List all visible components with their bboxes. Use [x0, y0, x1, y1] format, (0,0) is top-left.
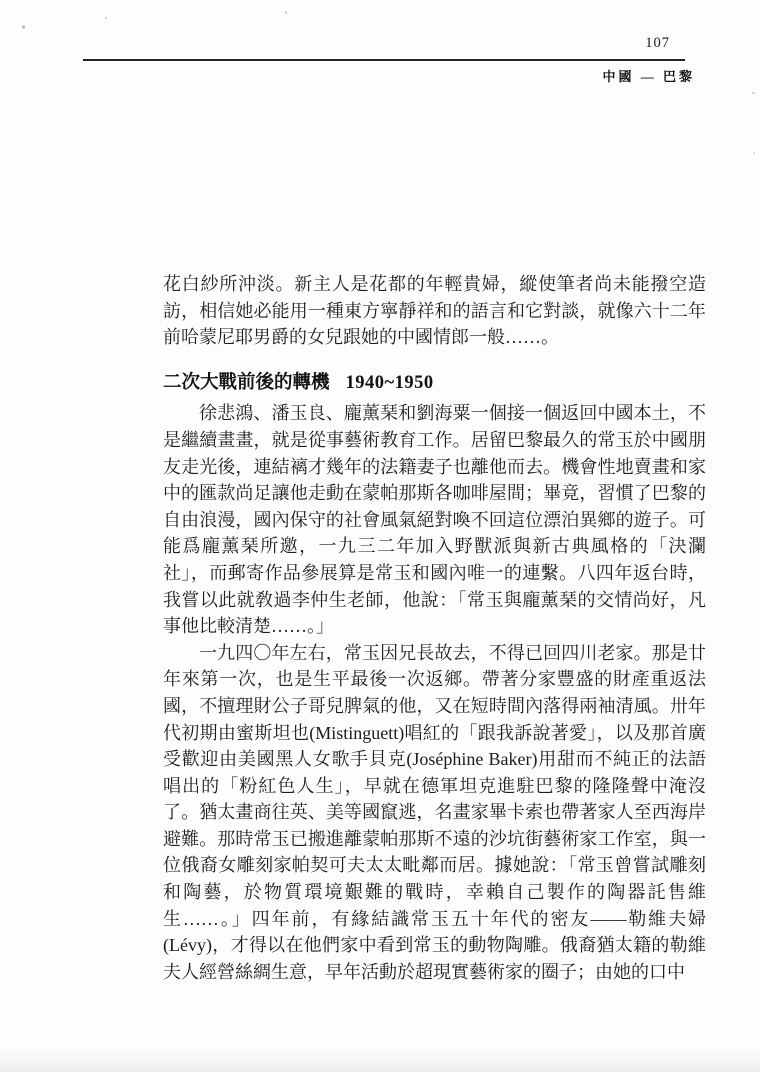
scan-speck [22, 25, 25, 29]
scan-speck [105, 17, 107, 19]
page-bottom-shadow [0, 1046, 760, 1072]
running-head: 中國 — 巴黎 [602, 69, 695, 84]
scan-speck [752, 92, 755, 94]
paragraph: 一九四〇年左右，常玉因兄長故去，不得已回四川老家。那是廿年來第一次，也是生平最後一次返鄉。帶著分家豐盛的財產重返法國，不擅理財公子哥兒脾氣的他，又在短時間內落得兩袖清風。卅年代初期由蜜斯坦也(Mistinguett)唱紅的「跟我訴說著愛」，以及那首廣受歡迎由美國黑人女歌手貝克(Joséphine Baker)用甜而不純正的法語唱出的「粉紅色人生」，早就在德軍坦克進駐巴黎的隆隆聲中淹沒了。猶太畫商往英、美等國竄逃，名畫家畢卡索也帶著家人至西海岸避難。那時常玉已搬進離蒙帕那斯不遠的沙坑街藝術家工作室，與一位俄裔女雕刻家帕契可夫太太毗鄰而居。據她說：「常玉曾嘗試雕刻和陶藝，於物質環境艱難的戰時，幸賴自己製作的陶器託售維生……。」四年前，有緣結識常玉五十年代的密友——勒維夫婦(Lévy)，才得以在他們家中看到常玉的動物陶雕。俄裔猶太籍的勒維夫人經營絲綢生意，早年活動於超現實藝術家的圈子；由她的口中 [163, 642, 706, 982]
section-heading [163, 370, 706, 397]
section-heading-title: 二次大戰前後的轉機 [163, 372, 330, 393]
text-block [163, 271, 706, 985]
header-rule [83, 59, 685, 61]
scan-speck [753, 152, 755, 154]
section-heading-years: 1940~1950 [345, 372, 434, 393]
scan-speck [285, 11, 287, 14]
paragraph-continuation: 花白紗所沖淡。新主人是花都的年輕貴婦，縱使筆者尚未能撥空造訪，相信她必能用一種東方寧靜祥和的語言和它對談，就像六十二年前哈蒙尼耶男爵的女兒跟她的中國情郎一般……。 [163, 274, 706, 348]
paragraph: 徐悲鴻、潘玉良、龐薰琹和劉海粟一個接一個返回中國本土，不是繼續畫畫，就是從事藝術教育工作。居留巴黎最久的常玉於中國朋友走光後，連結褵才幾年的法籍妻子也離他而去。機會性地賣畫和家中的匯款尚足讓他走動在蒙帕那斯各咖啡屋間；畢竟，習慣了巴黎的自由浪漫，國內保守的社會風氣絕對喚不回這位漂泊異鄉的遊子。可能爲龐薰琹所邀，一九三二年加入野獸派與新古典風格的「決瀾社」，而郵寄作品參展算是常玉和國內唯一的連繫。八四年返台時，我嘗以此就敎過李仲生老師，他說：「常玉與龐薰琹的交情尚好，凡事他比較清楚……。」 [163, 403, 706, 637]
page-number: 107 [645, 35, 670, 51]
